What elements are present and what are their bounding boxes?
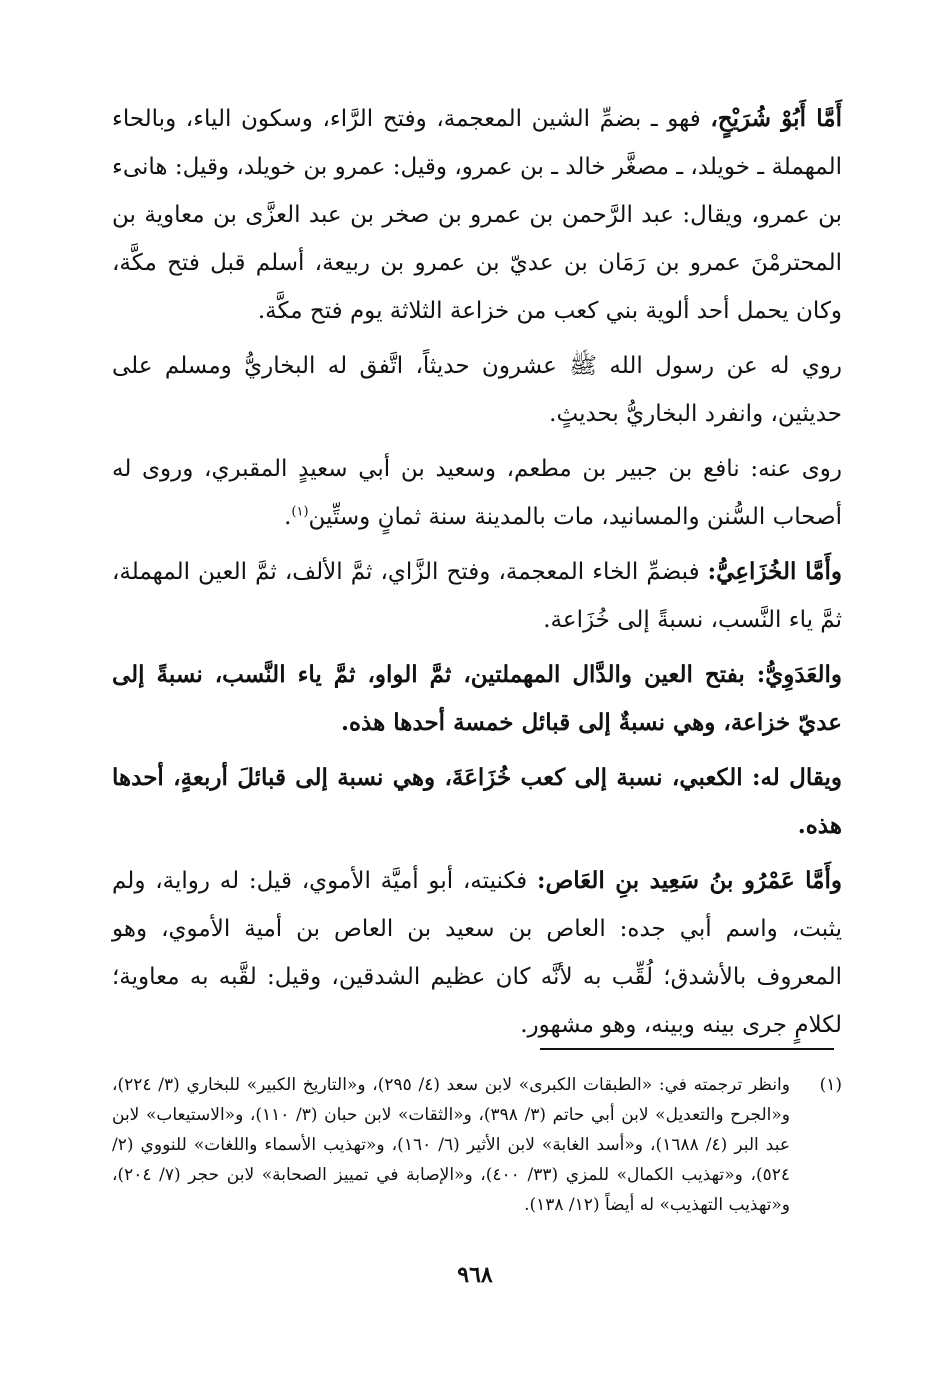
paragraph-body: فكنيته، أبو أميَّة الأموي، قيل: له رواية، ولم يثبت، واسم أبي جده: العاص بن سعيد بن العاص بن أمية الأموي، وهو المعروف بالأشدق؛ لُقِّب به لأنَّه كان عظيم الشدقين، وقيل: لقَّبه به معاوية؛ لكلامٍ جرى بينه وبينه، وهو مشهور. [112,868,842,1038]
paragraph-body: روي له عن رسول الله ﷺ عشرون حديثاً، اتَّفق له البخاريُّ ومسلم على حديثين، وانفرد البخاريُّ بحديثٍ. [112,353,842,427]
paragraph-abu-shurayh [112,95,842,335]
page-number: ٩٦٨ [457,1262,493,1288]
paragraph-narrators [112,445,842,541]
paragraph-body: روى عنه: نافع بن جبير بن مطعم، وسعيد بن أبي سعيدٍ المقبري، وروى له أصحاب السُّنن والمسانيد، مات بالمدينة سنة ثمانٍ وستِّين [112,456,842,530]
paragraph-kaabi [112,754,842,850]
paragraph-lead: ويقال له: [751,764,842,791]
footnote-reference[interactable]: (١) [291,504,309,520]
paragraph-lead: وأَمَّا عَمْرُو بنُ سَعِيد بنِ العَاص: [536,867,842,894]
paragraph-amr-ibn-said [112,857,842,1049]
paragraph-lead: والعَدَوِيُّ: [756,661,842,688]
paragraph-narrations [112,342,842,438]
main-text [112,95,842,1056]
paragraph-body: بفتح العين والدَّال المهملتين، ثمَّ الواو، ثمَّ ياء النَّسب، نسبةً إلى عديّ خزاعة، وهي نسبةٌ إلى قبائل خمسة أحدها هذه. [112,661,842,736]
paragraph-body: الكعبي، نسبة إلى كعب خُزَاعَةَ، وهي نسبة إلى قبائلَ أربعةٍ، أحدها هذه. [112,764,842,839]
paragraph-tail: . [284,504,292,530]
footnote-text: وانظر ترجمته في: «الطبقات الكبرى» لابن سعد (٤/ ٢٩٥)، و«التاريخ الكبير» للبخاري (٣/ ٢٢٤)، و«الجرح والتعديل» لابن أبي حاتم (٣/ ٣٩٨)، و«الثقات» لابن حبان (٣/ ١١٠)، و«الاستيعاب» لابن عبد البر (٤/ ١٦٨٨)، و«أسد الغابة» لابن الأثير (٦/ ١٦٠)، و«تهذيب الأسماء واللغات» للنووي (٢/ ٥٢٤)، و«تهذيب الكمال» للمزي (٣٣/ ٤٠٠)، و«الإصابة في تمييز الصحابة» لابن حجر (٧/ ٢٠٤)، و«تهذيب التهذيب» له أيضاً (١٢/ ١٣٨). [112,1075,791,1215]
paragraph-lead: وأَمَّا الخُزَاعِيُّ: [707,558,842,585]
footnote-divider [540,1048,834,1050]
paragraph-khuzai [112,548,842,644]
paragraph-body: فهو ـ بضمِّ الشين المعجمة، وفتح الرَّاء، وسكون الياء، وبالحاء المهملة ـ خويلد، ـ مصغَّر خالد ـ بن عمرو، وقيل: عمرو بن خويلد، وقيل: هانىء بن عمرو، ويقال: عبد الرَّحمن بن عمرو بن صخر بن عبد العزَّى بن معاوية بن المحترمْنَ عمرو بن رَمَان بن عديّ بن عمرو بن ربيعة، أسلم قبل فتح مكَّة، وكان يحمل أحد ألوية بني كعب من خزاعة الثلاثة يوم فتح مكَّة. [112,106,842,324]
footnote-number: (١) [819,1075,842,1095]
paragraph-body: فبضمِّ الخاء المعجمة، وفتح الزَّاي، ثمَّ الألف، ثمَّ العين المهملة، ثمَّ ياء النَّسب، نسبةً إلى خُزَاعة. [112,559,842,633]
paragraph-adawi [112,651,842,747]
footnote [112,1070,842,1220]
paragraph-lead: أَمَّا أَبُوْ شُرَيْحٍ، [710,105,842,132]
